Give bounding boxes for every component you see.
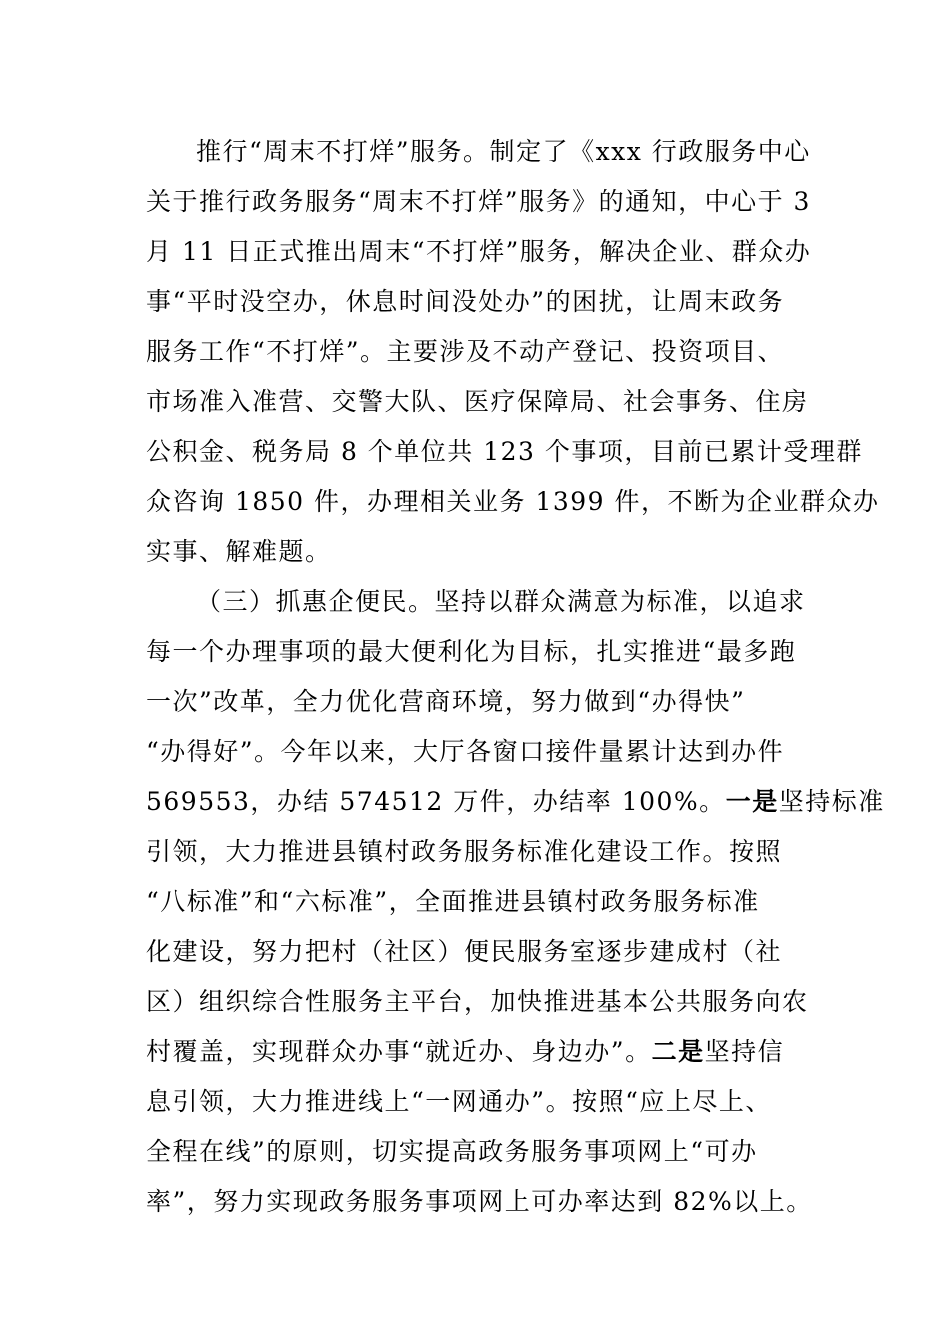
paragraph-line: 率”，努力实现政务服务事项网上可办率达到 82%以上。 — [146, 1187, 813, 1216]
section-heading-line: （三）抓惠企便民。坚持以群众满意为标准，以追求 — [196, 587, 806, 616]
line-text: 坚持标准 — [778, 787, 885, 816]
paragraph-line: 众咨询 1850 件，办理相关业务 1399 件，不断为企业群众办 — [146, 487, 880, 516]
line-text: 村覆盖，实现群众办事“就近办、身边办”。 — [146, 1037, 652, 1066]
paragraph-line: 息引领，大力推进线上“一网通办”。按照“应上尽上、 — [146, 1087, 772, 1116]
paragraph-line — [146, 784, 885, 820]
paragraph-line: 服务工作“不打烊”。主要涉及不动产登记、投资项目、 — [146, 337, 785, 366]
paragraph-line: “八标准”和“六标准”，全面推进县镇村政务服务标准 — [146, 887, 760, 916]
line-text: 坚持信 — [704, 1037, 785, 1066]
paragraph-line: 引领，大力推进县镇村政务服务标准化建设工作。按照 — [146, 837, 783, 866]
paragraph-line: 事“平时没空办，休息时间没处办”的困扰，让周末政务 — [146, 287, 785, 316]
paragraph-line: 化建设，努力把村（社区）便民服务室逐步建成村（社 — [146, 937, 783, 966]
line-text: 569553，办结 574512 万件，办结率 100%。 — [146, 787, 726, 816]
paragraph-line: 全程在线”的原则，切实提高政务服务事项网上“可办 — [146, 1137, 758, 1166]
paragraph-line: 一次”改革，全力优化营商环境，努力做到“办得快” — [146, 687, 746, 716]
paragraph-line: 实事、解难题。 — [146, 537, 332, 566]
paragraph-line: 公积金、税务局 8 个单位共 123 个事项，目前已累计受理群 — [146, 437, 863, 466]
paragraph-line: 市场准入准营、交警大队、医疗保障局、社会事务、住房 — [146, 387, 809, 416]
bold-marker-second: 二是 — [651, 1037, 705, 1066]
paragraph-line — [146, 1034, 806, 1070]
paragraph-line: “办得好”。今年以来，大厅各窗口接件量累计达到办件 — [146, 737, 785, 766]
paragraph-line: 推行“周末不打烊”服务。制定了《xxx 行政服务中心 — [196, 137, 811, 166]
bold-marker-first: 一是 — [725, 787, 779, 816]
paragraph-line: 关于推行政务服务“周末不打烊”服务》的通知，中心于 3 — [146, 187, 811, 216]
paragraph-line: 每一个办理事项的最大便利化为目标，扎实推进“最多跑 — [146, 637, 797, 666]
paragraph-line: 月 11 日正式推出周末“不打烊”服务，解决企业、群众办 — [146, 237, 812, 266]
paragraph-line: 区）组织综合性服务主平台，加快推进基本公共服务向农 — [146, 987, 809, 1016]
